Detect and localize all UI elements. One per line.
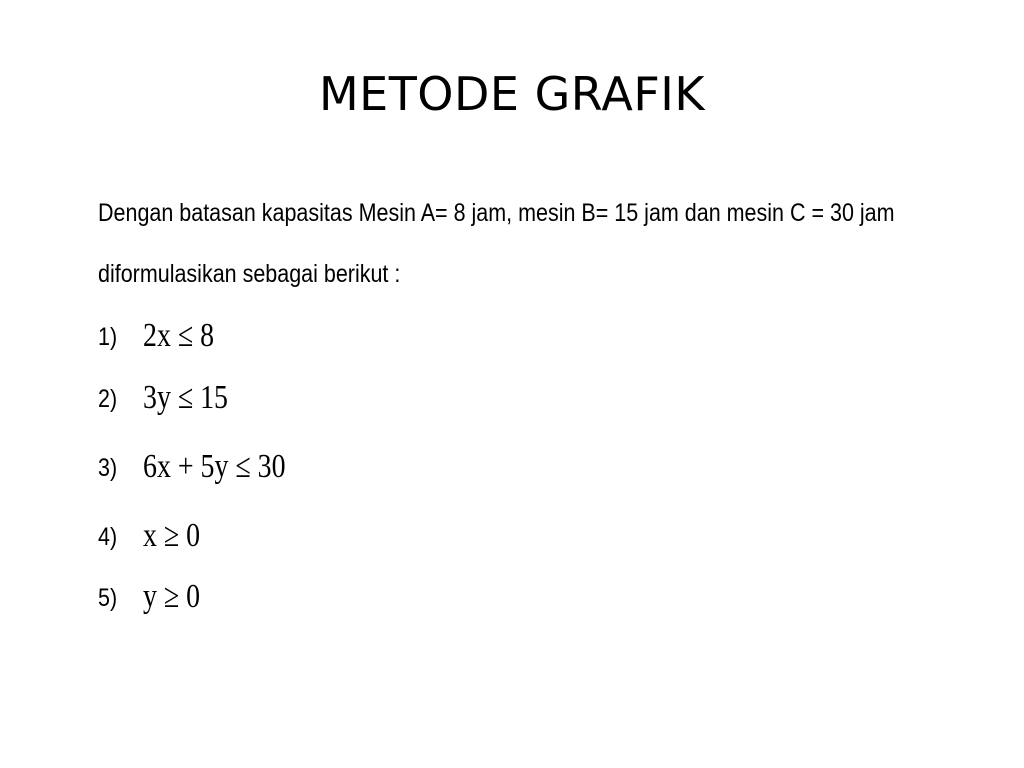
constraint-expression: y ≥ 0 bbox=[143, 578, 201, 615]
constraint-item-1 bbox=[98, 316, 498, 356]
constraint-item-5 bbox=[98, 577, 498, 617]
constraint-expression: x ≥ 0 bbox=[143, 517, 201, 554]
constraint-number: 3) bbox=[98, 454, 118, 482]
constraint-item-3 bbox=[98, 447, 498, 487]
constraint-number: 4) bbox=[98, 523, 118, 551]
constraint-number: 5) bbox=[98, 584, 118, 612]
constraint-expression: 3y ≤ 15 bbox=[143, 379, 229, 416]
intro-text-line-2: diformulasikan sebagai berikut : bbox=[98, 260, 401, 288]
constraint-item-2 bbox=[98, 378, 498, 418]
intro-text-line-1: Dengan batasan kapasitas Mesin A= 8 jam, mesin B= 15 jam dan mesin C = 30 jam bbox=[98, 199, 895, 227]
constraint-expression: 2x ≤ 8 bbox=[143, 317, 215, 354]
constraint-number: 2) bbox=[98, 385, 118, 413]
slide-title: METODE GRAFIK bbox=[318, 67, 706, 121]
constraint-item-4 bbox=[98, 516, 498, 556]
constraint-number: 1) bbox=[98, 323, 118, 351]
constraint-expression: 6x + 5y ≤ 30 bbox=[143, 448, 286, 485]
